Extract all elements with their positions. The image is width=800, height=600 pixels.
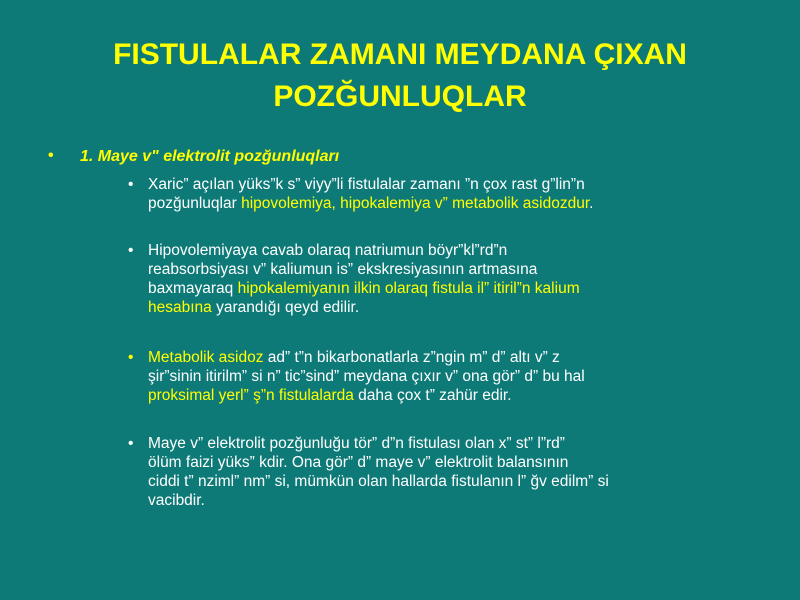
sub-bullet-dot-icon: • [128, 242, 134, 259]
sub2-line4-b: yarandığı qeyd edilir. [211, 299, 360, 316]
sub4-line2: ölüm faizi yüks” kdir. Ona gör” d” maye v” elektrolit balansının [148, 454, 569, 471]
sub3-line1 [148, 348, 748, 367]
sub3-line3-b: daha çox t” zahür edir. [353, 387, 512, 404]
sub4-line1: Maye v” elektrolit pozğunluğu tör” d”n fistulası olan x” st” l”rd” [148, 435, 565, 452]
sub-bullet-dot-icon: • [128, 349, 134, 366]
sub3-line1-b: ad” t”n bikarbonatlarla z”ngin m” d” altı v” z [263, 349, 560, 366]
sub-bullet-1-text [148, 175, 748, 213]
sub4-line4: vacibdir. [148, 492, 205, 509]
sub2-line2: reabsorbsiyası v” kaliumun is” ekskresiyasının artmasına [148, 261, 538, 278]
sub-bullet-3-text [148, 348, 748, 405]
sub2-highlight-2: hesabına [148, 299, 212, 316]
sub3-line2: şir”sinin itirilm” si n” tic”sind” meydana çıxır v” ona gör” d” bu hal [148, 368, 585, 385]
title-line-2: POZĞUNLUQLAR [273, 80, 527, 113]
bullet-dot-icon: • [48, 147, 54, 164]
slide-title [40, 34, 760, 118]
bullet-level1-text: 1. Maye v" elektrolit pozğunluqları [80, 148, 340, 165]
sub-bullet-dot-icon: • [128, 176, 134, 193]
sub4-line3: ciddi t” nziml” nm” si, mümkün olan hallarda fistulanın l” ğv edilm” si [148, 473, 609, 490]
sub2-line4 [148, 298, 748, 317]
title-line-1: FISTULALAR ZAMANI MEYDANA ÇIXAN [113, 38, 687, 71]
sub2-line1: Hipovolemiyaya cavab olaraq natriumun böyr”kl”rd”n [148, 242, 508, 259]
sub-bullet-4-text [148, 434, 748, 510]
sub1-line2 [148, 194, 748, 213]
sub1-highlight: hipovolemiya, hipokalemiya v” metabolik asidozdur [241, 195, 590, 212]
sub1-line2-a: pozğunluqlar [148, 195, 242, 212]
sub2-highlight-1: hipokalemiyanın ilkin olaraq fistula il” itiril”n kalium [237, 280, 580, 297]
sub2-line3 [148, 279, 748, 298]
sub-bullet-dot-icon: • [128, 435, 134, 452]
sub2-line3-a: baxmayaraq [148, 280, 238, 297]
sub3-highlight-1: Metabolik asidoz [148, 349, 264, 366]
sub3-line3 [148, 386, 748, 405]
sub1-line2-c: . [589, 195, 594, 212]
sub1-line1: Xaric” açılan yüks”k s” viyy”li fistulalar zamanı ”n çox rast g”lin”n [148, 176, 585, 193]
sub-bullet-2-text [148, 241, 748, 317]
sub3-highlight-2: proksimal yerl” ş”n fistulalarda [148, 387, 354, 404]
